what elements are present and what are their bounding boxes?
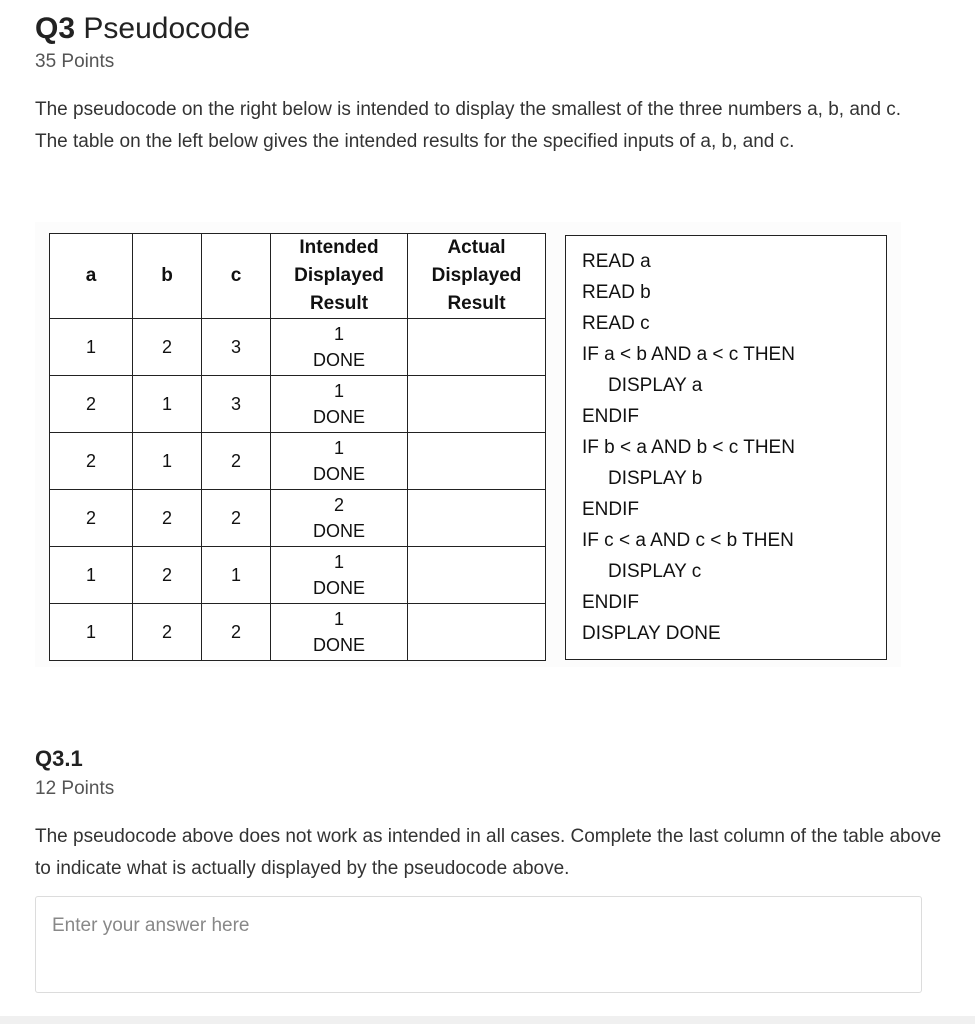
intended-value: 1 xyxy=(333,609,344,629)
cell-intended-result xyxy=(271,376,408,433)
question-figure xyxy=(35,222,901,667)
header-b: b xyxy=(133,234,202,319)
cell-actual-result xyxy=(408,433,546,490)
cell-intended-result xyxy=(271,319,408,376)
cell-b: 1 xyxy=(133,433,202,490)
pseudocode-line: DISPLAY DONE xyxy=(582,623,721,644)
table-row xyxy=(50,547,546,604)
cell-a: 1 xyxy=(50,604,133,661)
table-row xyxy=(50,319,546,376)
cell-c: 3 xyxy=(202,319,271,376)
table-body xyxy=(50,319,546,661)
cell-actual-result xyxy=(408,319,546,376)
cell-c: 2 xyxy=(202,433,271,490)
header-c: c xyxy=(202,234,271,319)
table-row xyxy=(50,433,546,490)
pseudocode-line: DISPLAY a xyxy=(608,375,703,396)
pseudocode-line: READ a xyxy=(582,251,651,272)
pseudocode-line: ENDIF xyxy=(582,592,639,613)
cell-c: 3 xyxy=(202,376,271,433)
intended-done: DONE xyxy=(312,350,365,370)
intended-done: DONE xyxy=(312,464,365,484)
cell-a: 2 xyxy=(50,376,133,433)
cell-b: 2 xyxy=(133,319,202,376)
cell-b: 1 xyxy=(133,376,202,433)
cell-intended-result xyxy=(271,547,408,604)
pseudocode-box xyxy=(565,235,887,660)
cell-c: 1 xyxy=(202,547,271,604)
pseudocode-line: IF b < a AND b < c THEN xyxy=(582,437,795,458)
subquestion-number: Q3.1 xyxy=(35,746,83,771)
intended-done: DONE xyxy=(312,407,365,427)
cell-b: 2 xyxy=(133,604,202,661)
cell-a: 1 xyxy=(50,319,133,376)
intended-done: DONE xyxy=(312,521,365,541)
intended-value: 1 xyxy=(333,381,344,401)
pseudocode-line: DISPLAY c xyxy=(608,561,702,582)
pseudocode-line: ENDIF xyxy=(582,499,639,520)
pseudocode-line: IF a < b AND a < c THEN xyxy=(582,344,795,365)
intended-value: 1 xyxy=(333,438,344,458)
pseudocode-line: ENDIF xyxy=(582,406,639,427)
cell-a: 1 xyxy=(50,547,133,604)
header-actual-result: Actual Displayed Result xyxy=(408,234,546,319)
pseudocode-line: DISPLAY b xyxy=(608,468,703,489)
subquestion-points: 12 Points xyxy=(35,778,115,799)
cell-actual-result xyxy=(408,490,546,547)
header-intended-result: Intended Displayed Result xyxy=(271,234,408,319)
cell-actual-result xyxy=(408,547,546,604)
question-title-text: Pseudocode xyxy=(83,12,251,45)
table-row xyxy=(50,604,546,661)
table-header-row xyxy=(50,234,546,319)
cell-actual-result xyxy=(408,604,546,661)
bottom-divider xyxy=(0,1016,975,1024)
pseudocode-line: READ b xyxy=(582,282,651,303)
table-row xyxy=(50,490,546,547)
cell-a: 2 xyxy=(50,490,133,547)
cell-b: 2 xyxy=(133,547,202,604)
answer-textarea[interactable] xyxy=(35,896,922,993)
header-a: a xyxy=(50,234,133,319)
cell-c: 2 xyxy=(202,604,271,661)
pseudocode-line: READ c xyxy=(582,313,650,334)
results-table xyxy=(49,233,546,661)
cell-a: 2 xyxy=(50,433,133,490)
intended-done: DONE xyxy=(312,578,365,598)
question-title xyxy=(35,12,250,46)
intended-value: 1 xyxy=(333,552,344,572)
question-prompt: The pseudocode on the right below is intended to display the smallest of the three numbers a, b, and c. The table on the left below gives the intended results for the specified inputs of a, b, and c. xyxy=(35,99,902,152)
cell-intended-result xyxy=(271,433,408,490)
subquestion-prompt: The pseudocode above does not work as intended in all cases. Complete the last column of the table above to indicate what is actually displayed by the pseudocode above. xyxy=(35,826,942,879)
cell-intended-result xyxy=(271,490,408,547)
cell-c: 2 xyxy=(202,490,271,547)
cell-actual-result xyxy=(408,376,546,433)
intended-value: 1 xyxy=(333,324,344,344)
question-points: 35 Points xyxy=(35,51,115,72)
table-row xyxy=(50,376,546,433)
question-number: Q3 xyxy=(35,12,76,45)
intended-done: DONE xyxy=(312,635,365,655)
cell-intended-result xyxy=(271,604,408,661)
pseudocode-line: IF c < a AND c < b THEN xyxy=(582,530,794,551)
intended-value: 2 xyxy=(333,495,344,515)
cell-b: 2 xyxy=(133,490,202,547)
